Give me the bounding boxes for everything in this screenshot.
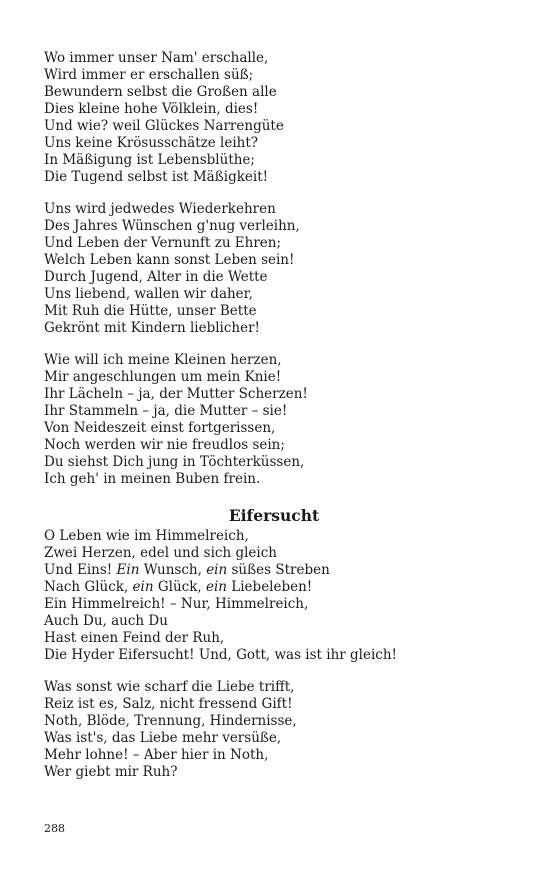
verse-text: Glück, (153, 579, 206, 595)
poem-stanza-1 (44, 50, 514, 186)
page-number: 288 (44, 822, 65, 835)
verse-line: Die Hyder Eifersucht! Und, Gott, was ist ihr gleich! (44, 647, 397, 663)
emphasized-word: Ein (116, 562, 140, 578)
verse-line: Ein Himmelreich! – Nur, Himmelreich, (44, 596, 309, 612)
verse-line: Wer giebt mir Ruh? (44, 764, 178, 780)
verse-line: Auch Du, auch Du (44, 613, 168, 629)
verse-line: Welch Leben kann sonst Leben sein! (44, 252, 295, 268)
verse-text: süßes Streben (227, 562, 330, 578)
verse-line: Uns wird jedwedes Wiederkehren (44, 201, 276, 217)
verse-line: Uns liebend, wallen wir daher, (44, 286, 253, 302)
poem-stanza-2 (44, 201, 514, 337)
verse-line: Uns keine Krösusschätze leiht? (44, 135, 259, 151)
verse-line: Mehr lohne! – Aber hier in Noth, (44, 747, 269, 763)
verse-line: Was ist's, das Liebe mehr versüße, (44, 730, 282, 746)
verse-line: Bewundern selbst die Großen alle (44, 84, 277, 100)
page-text (44, 50, 514, 796)
verse-line: Noch werden wir nie freudlos sein; (44, 437, 285, 453)
verse-text: Wunsch, (139, 562, 207, 578)
verse-line: Ihr Stammeln – ja, die Mutter – sie! (44, 403, 288, 419)
verse-line: Von Neideszeit einst fortgerissen, (44, 420, 276, 436)
verse-line: Durch Jugend, Alter in die Wette (44, 269, 268, 285)
verse-line: Mir angeschlungen um mein Knie! (44, 369, 282, 385)
verse-line: Und wie? weil Glückes Narrengüte (44, 118, 284, 134)
verse-line: Die Tugend selbst ist Mäßigkeit! (44, 169, 269, 185)
verse-line (44, 562, 514, 579)
verse-text: Liebeleben! (226, 579, 313, 595)
verse-line: In Mäßigung ist Lebensblüthe; (44, 152, 255, 168)
verse-line: Wird immer er erschallen süß; (44, 67, 254, 83)
verse-line: Was sonst wie scharf die Liebe trifft, (44, 679, 295, 695)
verse-line: Ich geh' in meinen Buben frein. (44, 471, 261, 487)
verse-line: Zwei Herzen, edel und sich gleich (44, 545, 277, 561)
verse-line: Wie will ich meine Kleinen herzen, (44, 352, 282, 368)
emphasized-word: ein (205, 579, 227, 595)
poem-title: Eifersucht (228, 506, 320, 525)
verse-line: O Leben wie im Himmelreich, (44, 528, 249, 544)
poem2-stanza-2 (44, 679, 514, 781)
verse-text: Und Eins! (44, 562, 117, 578)
verse-line: Mit Ruh die Hütte, unser Bette (44, 303, 257, 319)
verse-line: Noth, Blöde, Trennung, Hindernisse, (44, 713, 297, 729)
verse-text: Nach Glück, (44, 579, 133, 595)
verse-line: Ihr Lächeln – ja, der Mutter Scherzen! (44, 386, 308, 402)
verse-line: Reiz ist es, Salz, nicht fressend Gift! (44, 696, 293, 712)
emphasized-word: ein (206, 562, 228, 578)
verse-line: Des Jahres Wünschen g'nug verleihn, (44, 218, 300, 234)
verse-line: Wo immer unser Nam' erschalle, (44, 50, 269, 66)
verse-line (44, 579, 514, 596)
poem-stanza-3 (44, 352, 514, 488)
verse-line: Hast einen Feind der Ruh, (44, 630, 225, 646)
verse-line: Du siehst Dich jung in Töchterküssen, (44, 454, 305, 470)
verse-line: Und Leben der Vernunft zu Ehren; (44, 235, 282, 251)
poem2-stanza-1 (44, 528, 514, 664)
verse-line: Gekrönt mit Kindern lieblicher! (44, 320, 260, 336)
verse-line: Dies kleine hohe Völklein, dies! (44, 101, 259, 117)
emphasized-word: ein (132, 579, 154, 595)
